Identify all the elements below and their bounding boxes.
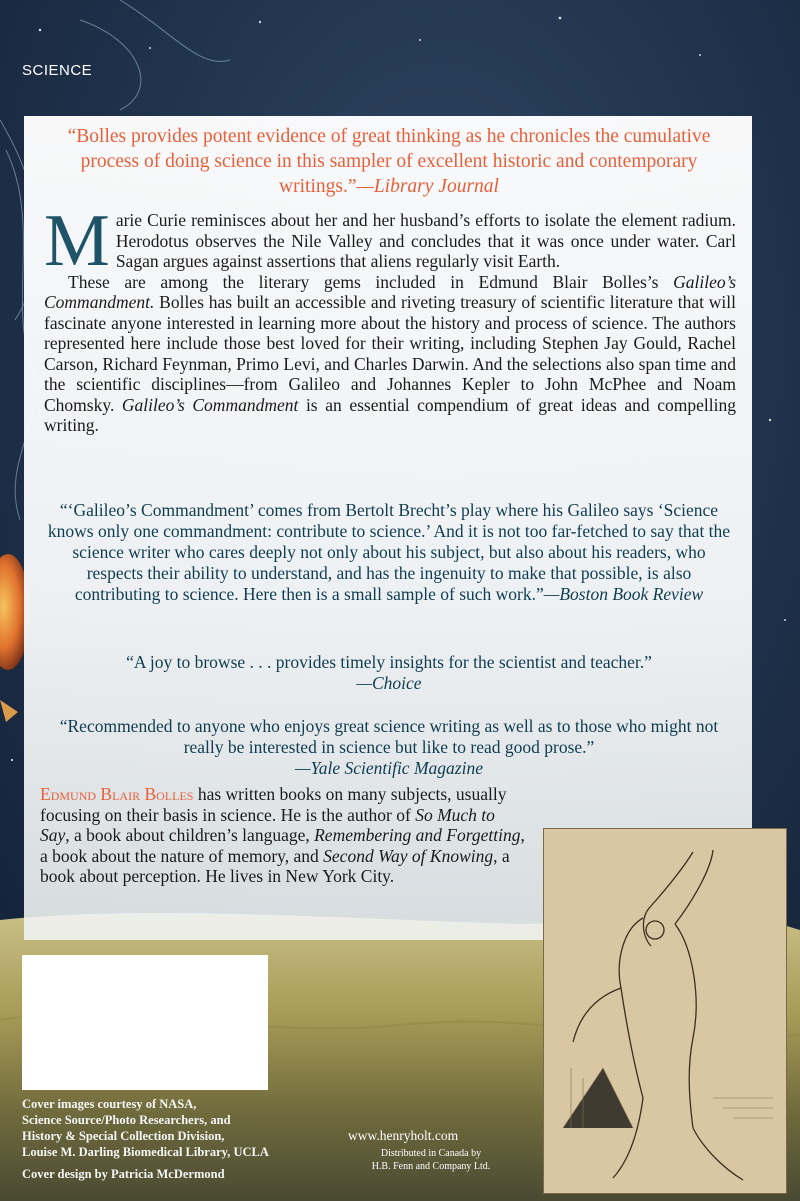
drop-cap: M	[44, 200, 110, 282]
book-title-mention: Second Way of Knowing	[323, 845, 494, 866]
text-panel	[24, 116, 752, 940]
review-text: “A joy to browse . . . provides timely insights for the scientist and teacher.”	[126, 652, 652, 672]
description-paragraph-2	[44, 272, 736, 436]
author-bio-text: , a book about perception. He lives in New York City.	[40, 845, 510, 886]
book-title-mention: Remembering and Forgetting	[314, 825, 521, 845]
credit-line: Cover images courtesy of NASA,	[22, 1097, 197, 1111]
publisher-website: www.henryholt.com	[348, 1128, 459, 1143]
distribution-line: H.B. Fenn and Company Ltd.	[371, 1161, 491, 1172]
anatomy-engraving	[543, 828, 787, 1194]
book-title-mention: So Much to Say	[40, 804, 495, 845]
distribution-note	[346, 1147, 516, 1173]
barcode-area	[22, 955, 268, 1090]
description-text-2c: is an essential compendium of great ideas and compelling writing.	[44, 394, 736, 435]
author-name: Edmund Blair Bolles	[40, 784, 194, 804]
pull-quote-text: “Bolles provides potent evidence of great thinking as he chronicles the cumulative process of doing science in this sampler of excellent historic and contemporary writings.”	[67, 126, 711, 197]
distribution-line: Distributed in Canada by	[380, 1148, 482, 1159]
author-bio-text: , a book about the nature of memory, and	[40, 825, 525, 866]
credit-line: Science Source/Photo Researchers, and	[22, 1113, 231, 1127]
credit-line: Louise M. Darling Biomedical Library, UCLA	[22, 1145, 269, 1159]
review-text: “‘Galileo’s Commandment’ comes from Bertolt Brecht’s play where his Galileo says ‘Science knows only one commandment: contribute to science.’ And it is not too far-fetched to say that the science writer who cares deeply not only about his subject, but also about his readers, who respects their ability to understand, and has the ingenuity to make that possible, is also contributing to science. Here then is a small sample of such work.”	[47, 500, 731, 604]
author-bio	[40, 784, 528, 887]
review-attribution: —Yale Scientific Magazine	[295, 758, 483, 778]
credit-line: History & Special Collection Division,	[22, 1129, 225, 1143]
review-yale	[44, 716, 734, 779]
review-attribution: —Boston Book Review	[543, 584, 704, 604]
pull-quote	[54, 124, 724, 199]
design-credit: Cover design by Patricia McDermond	[22, 1167, 225, 1181]
description-text-2b: Bolles has built an accessible and riveting treasury of scientific literature that will fascinate anyone interested in learning more about the history and process of science. The authors represented here include those best loved for their writing, including Stephen Jay Gould, Rachel Carson, Richard Feynman, Primo Levi, and Charles Darwin. And the selections also span time and the scientific disciplines—from Galileo and Johannes Kepler to John McPhee and Noam Chomsky.	[44, 292, 736, 415]
category-label: SCIENCE	[22, 62, 93, 79]
review-text: “Recommended to anyone who enjoys great science writing as well as to those who might not really be interested in science but like to read good prose.”	[59, 716, 719, 757]
review-attribution: —Choice	[356, 673, 422, 693]
book-description	[44, 200, 736, 436]
review-boston	[44, 500, 734, 605]
description-text-2a: These are among the literary gems included in Edmund Blair Bolles’s	[68, 271, 674, 292]
book-title-mention: Galileo’s Commandment.	[44, 271, 736, 312]
description-text-1: arie Curie reminisces about her and her husband’s efforts to isolate the element radium. Herodotus observes the Nile Valley and concludes that it was once under water. Carl Sagan argues against assertions that aliens regularly visit Earth.	[115, 210, 736, 271]
author-bio-text: has written books on many subjects, usually focusing on their basis in science. He is the author of	[40, 784, 507, 825]
pull-quote-source: —Library Journal	[356, 176, 499, 197]
book-title-mention: Galileo’s Commandment	[121, 394, 299, 415]
author-bio-text: , a book about children’s language,	[65, 825, 315, 845]
image-credits	[22, 1096, 269, 1160]
review-choice	[44, 652, 734, 694]
